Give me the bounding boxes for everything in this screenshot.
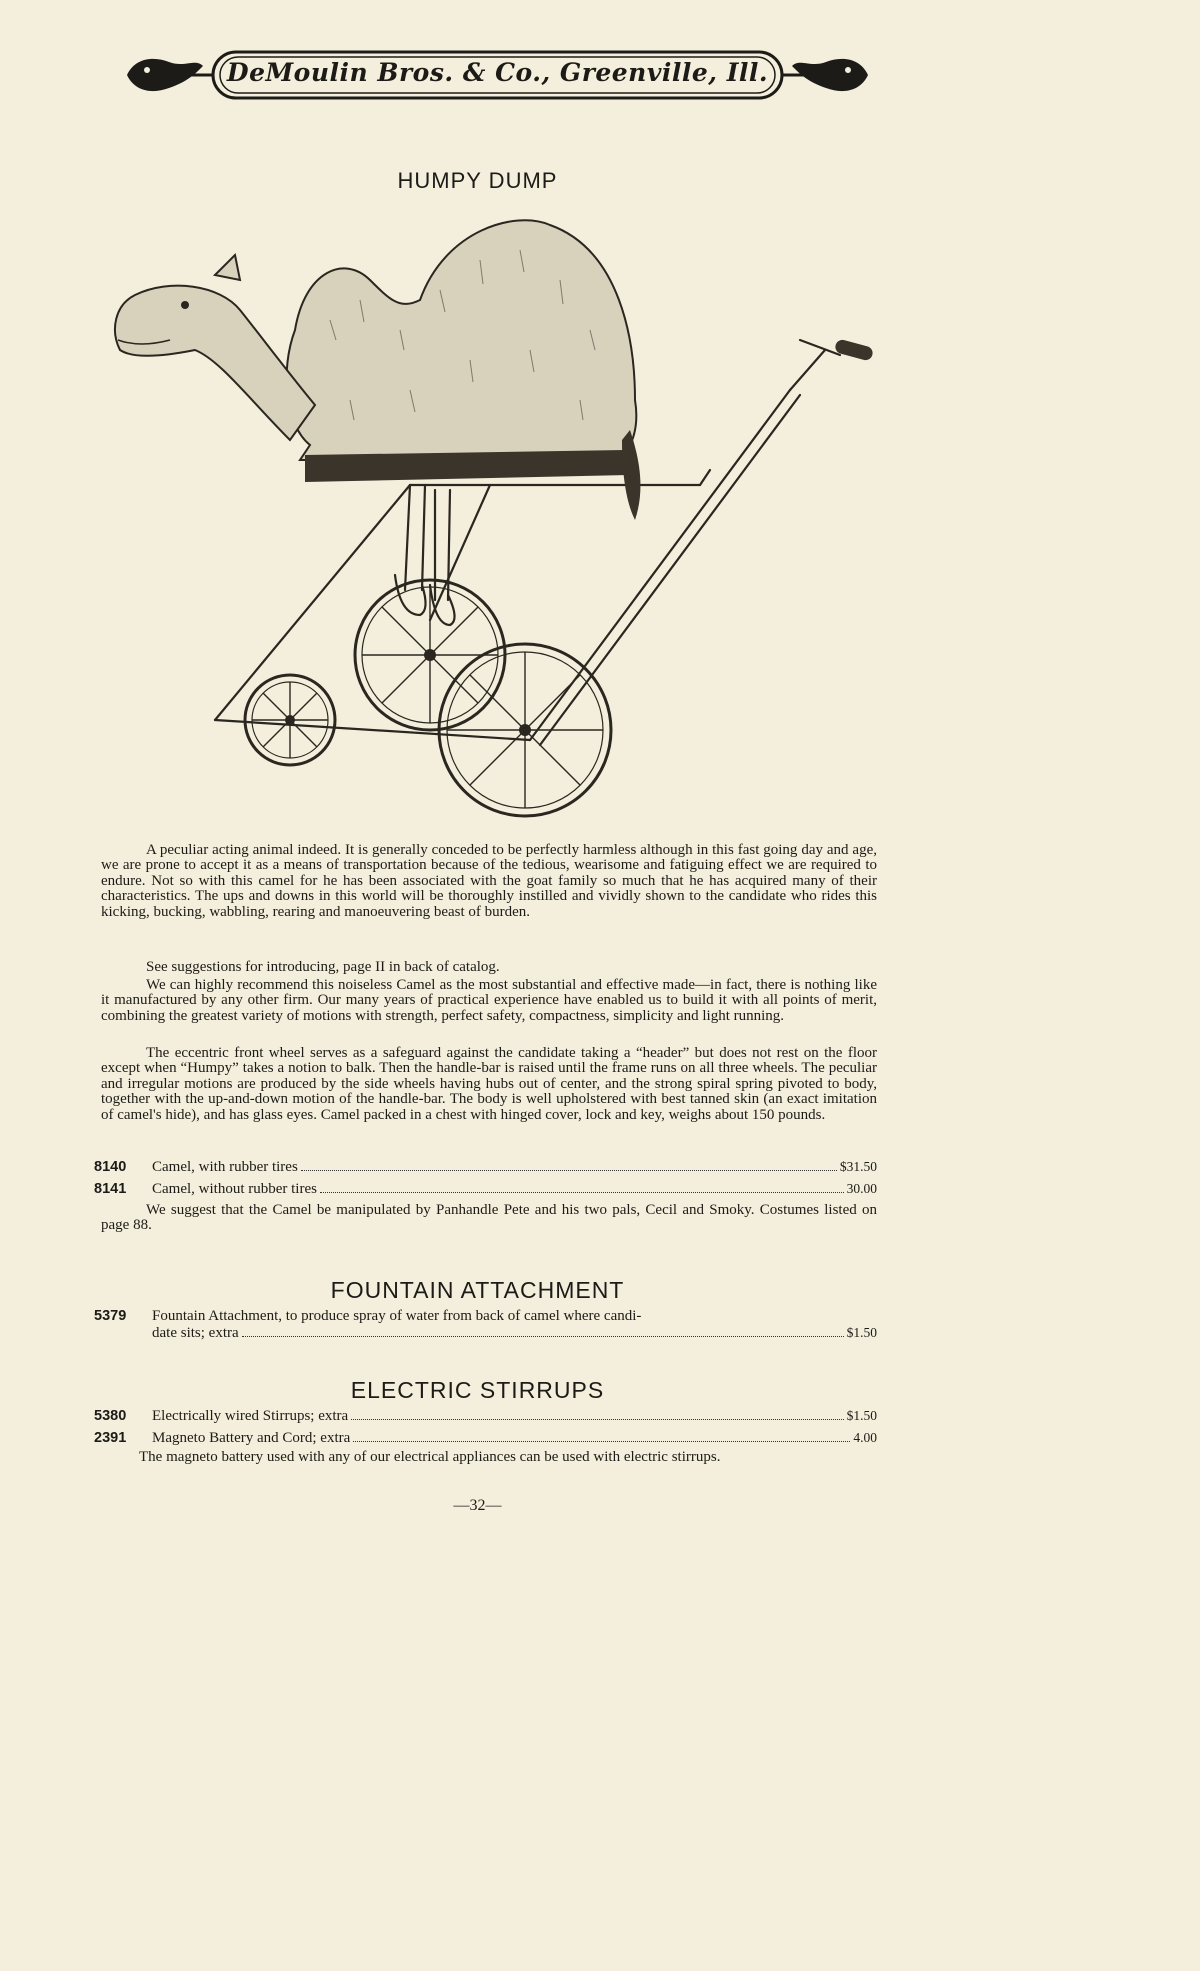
item-number: 8140: [94, 1159, 127, 1175]
item-description: Magneto Battery and Cord; extra: [152, 1430, 351, 1446]
item-price: 4.00: [853, 1430, 877, 1445]
camel-illustration: [100, 200, 890, 820]
item-number: 5380: [94, 1408, 127, 1424]
item-price: $1.50: [846, 1408, 877, 1423]
item-number: 5379: [94, 1308, 127, 1324]
item-number: 8141: [94, 1181, 127, 1197]
electric-stirrups-title: ELECTRIC STIRRUPS: [350, 1377, 605, 1403]
introduction-reference: See suggestions for introducing, page II in back of catalog.: [146, 959, 500, 975]
mechanism-paragraph: The eccentric front wheel serves as a safeguard against the candidate taking a “header” but does not rest on the floor except when “Humpy” takes a notion to balk. Then the handle-bar is raised until the frame runs on all three wheels. The peculiar and irregular motions are produced by the side wheels having hubs out of center, and the strong spiral spring pivoted to body, together with the up-and-down motion of the handle-bar. The body is well upholstered with best tanned skin (an exact imitation of camel's hide), and has glass eyes. Camel packed in a chest with hinged cover, lock and key, weighs about 150 pounds.: [101, 1045, 877, 1123]
banner-title: DeMoulin Bros. & Co., Greenville, Ill.: [226, 58, 769, 87]
catalog-item-8141: [94, 1181, 877, 1197]
item-description: Electrically wired Stirrups; extra: [152, 1408, 349, 1424]
item-description-continued: date sits; extra: [152, 1325, 239, 1341]
item-description: Camel, without rubber tires: [152, 1181, 317, 1197]
catalog-item-8140: [94, 1159, 877, 1175]
header-banner: [125, 48, 870, 102]
catalog-item-5379-continued: [152, 1325, 877, 1341]
magneto-note: The magneto battery used with any of our electrical appliances can be used with electric stirrups.: [139, 1449, 721, 1465]
item-number: 2391: [94, 1430, 127, 1446]
item-price: $31.50: [839, 1159, 877, 1174]
leader-dots: [242, 1336, 844, 1337]
intro-paragraph: A peculiar acting animal indeed. It is generally conceded to be perfectly harmless although in this fast going day and age, we are prone to accept it as a means of transportation because of the tedious, wearisome and fatiguing effect we are required to endure. Not so with this camel for he has been associated with the goat family so much that he has acquired many of their characteristics. The ups and downs in this world will be thoroughly instilled and vividly shown to the candidate who rides this kicking, bucking, wabbling, rearing and manoeuvering beast of burden.: [101, 842, 877, 920]
leader-dots: [353, 1441, 850, 1442]
item-description: Fountain Attachment, to produce spray of water from back of camel where candi-: [152, 1308, 642, 1324]
catalog-item-2391: [94, 1430, 877, 1446]
recommendation-paragraph: We can highly recommend this noiseless Camel as the most substantial and effective made—in fact, there is nothing like it manufactured by any other firm. Our many years of practical experience have enabled us to build it with all points of merit, combining the greatest variety of motions with strength, perfect safety, compactness, simplicity and light running.: [101, 977, 877, 1024]
page-number: —32—: [453, 1497, 502, 1514]
item-description: Camel, with rubber tires: [152, 1159, 298, 1175]
item-price: $1.50: [846, 1325, 877, 1340]
manipulation-note: We suggest that the Camel be manipulated by Panhandle Pete and his two pals, Cecil and Smoky. Costumes listed on page 88.: [101, 1202, 877, 1234]
catalog-item-5380: [94, 1408, 877, 1424]
item-price: 30.00: [846, 1181, 877, 1196]
leader-dots: [351, 1419, 843, 1420]
leader-dots: [301, 1170, 837, 1171]
fountain-attachment-title: FOUNTAIN ATTACHMENT: [330, 1277, 625, 1303]
leader-dots: [320, 1192, 844, 1193]
catalog-item-5379: [94, 1308, 877, 1324]
humpy-dump-title: HUMPY DUMP: [397, 168, 558, 193]
